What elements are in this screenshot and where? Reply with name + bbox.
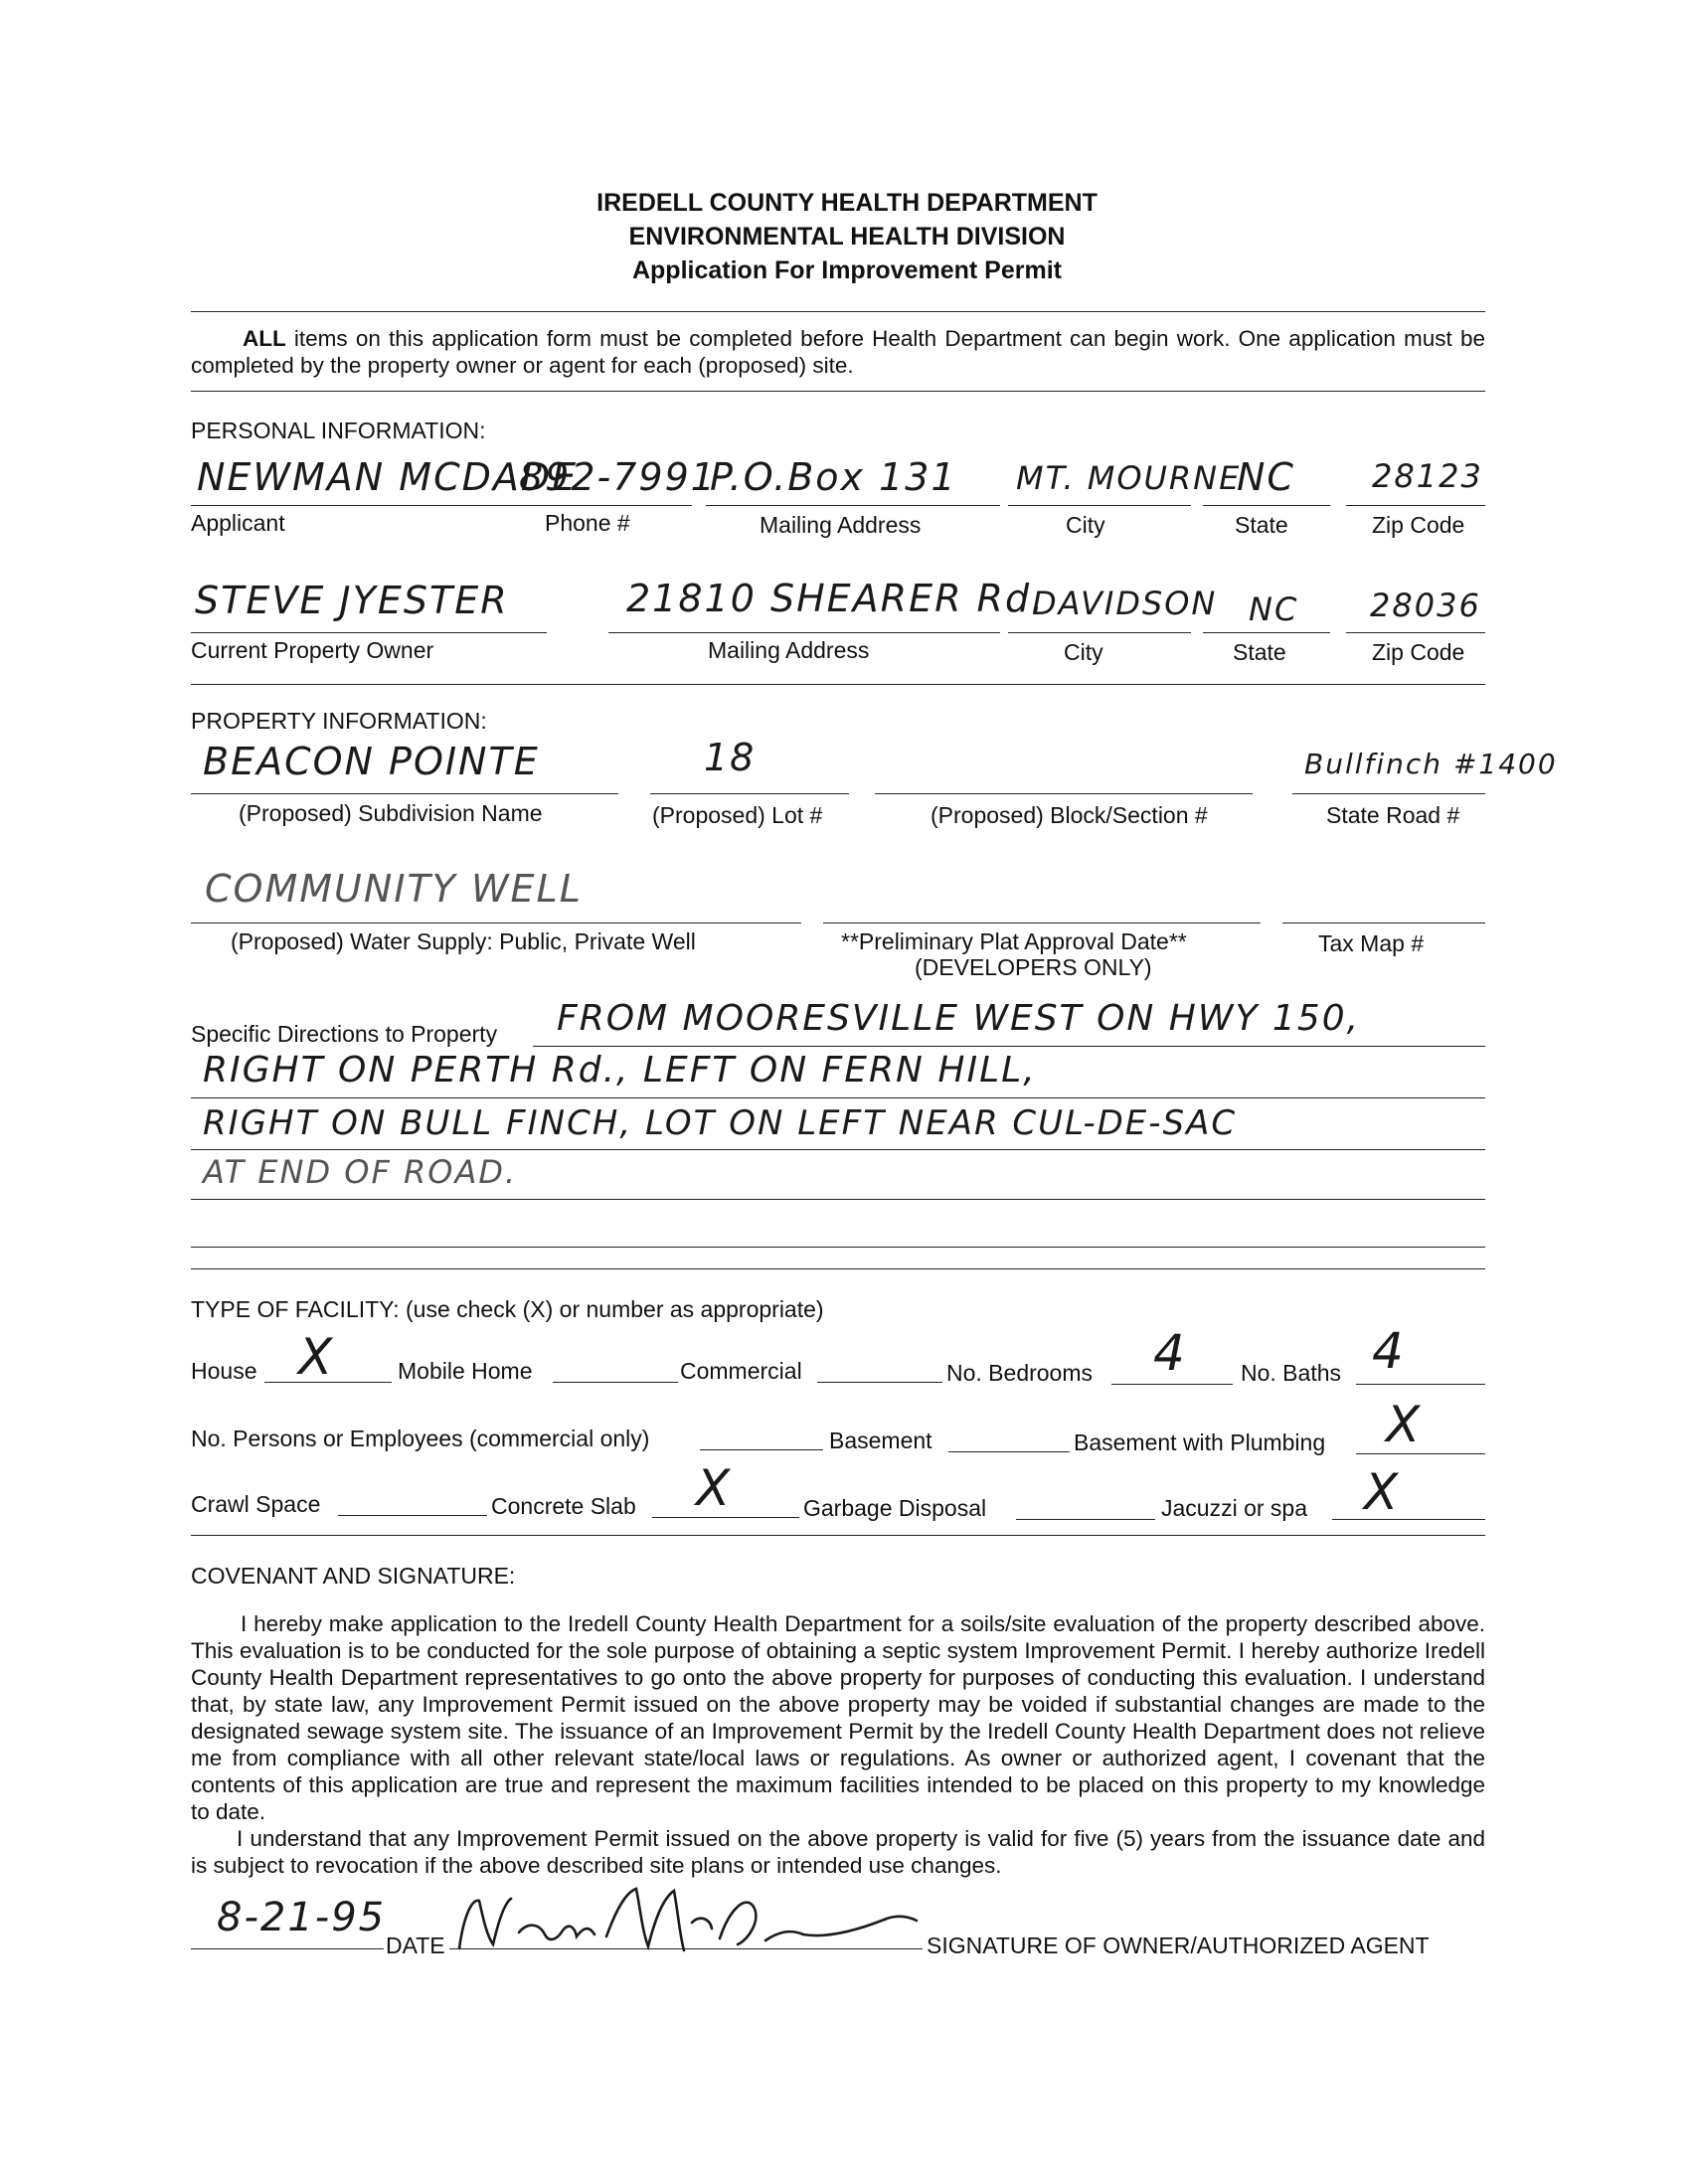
mailing-address-label: Mailing Address [760, 512, 922, 538]
date-label: DATE [386, 1932, 445, 1958]
signature-label: SIGNATURE OF OWNER/AUTHORIZED AGENT [927, 1932, 1430, 1958]
owner-state-value: NC [1249, 590, 1299, 628]
divider [191, 684, 1485, 685]
phone-label: Phone # [545, 510, 630, 536]
basement-plumbing-label: Basement with Plumbing [1074, 1429, 1326, 1455]
applicant-address-value: P.O.Box 131 [710, 455, 957, 499]
divider [191, 391, 1485, 392]
basement-label: Basement [829, 1428, 932, 1453]
field-line [1346, 505, 1485, 506]
applicant-state-value: NC [1237, 455, 1295, 499]
owner-label: Current Property Owner [191, 637, 434, 663]
field-line [338, 1515, 487, 1516]
field-line [1008, 505, 1191, 506]
signature [449, 1879, 927, 1968]
field-line [553, 1382, 678, 1383]
field-line [1203, 505, 1330, 506]
directions-label: Specific Directions to Property [191, 1021, 498, 1047]
owner-state-label: State [1233, 639, 1286, 665]
state-road-value: Bullfinch #1400 [1304, 748, 1558, 780]
field-line [948, 1451, 1070, 1452]
water-supply-label: (Proposed) Water Supply: Public, Private Well [231, 928, 696, 954]
property-info-heading: PROPERTY INFORMATION: [191, 708, 487, 734]
field-line [1332, 1519, 1485, 1520]
directions-line-4: AT END OF ROAD. [203, 1153, 518, 1191]
intro-text: ALL items on this application form must be completed before Health Department can begin work. One application must be completed by the property owner or agent for each (proposed) site. [191, 326, 1485, 378]
field-line [823, 923, 1261, 924]
crawl-space-label: Crawl Space [191, 1491, 321, 1517]
owner-city-label: City [1064, 639, 1103, 665]
owner-address-value: 21810 SHEARER Rd. [626, 577, 1046, 620]
field-line [1203, 632, 1330, 633]
field-line [533, 1046, 1485, 1047]
applicant-name-value: NEWMAN MCDADE [197, 455, 579, 499]
city-label: City [1066, 512, 1105, 538]
concrete-slab-label: Concrete Slab [491, 1493, 636, 1519]
mobile-home-label: Mobile Home [398, 1358, 533, 1384]
date-value: 8-21-95 [217, 1895, 387, 1940]
state-label: State [1235, 512, 1288, 538]
house-check: X [298, 1328, 333, 1386]
persons-label: No. Persons or Employees (commercial only) [191, 1426, 650, 1451]
divider [191, 311, 1485, 312]
field-line [817, 1382, 942, 1383]
basement-plumbing-check: X [1386, 1396, 1421, 1453]
bedrooms-label: No. Bedrooms [946, 1360, 1094, 1386]
field-line [191, 1247, 1485, 1248]
subdivision-value: BEACON POINTE [203, 740, 540, 783]
field-line [191, 505, 537, 506]
subdivision-label: (Proposed) Subdivision Name [239, 800, 543, 826]
baths-label: No. Baths [1241, 1360, 1341, 1386]
owner-city-value: DAVIDSON [1032, 585, 1218, 622]
lot-label: (Proposed) Lot # [652, 802, 823, 828]
field-line [1346, 632, 1485, 633]
field-line [1356, 1453, 1485, 1454]
bedrooms-value: 4 [1153, 1324, 1185, 1382]
covenant-heading: COVENANT AND SIGNATURE: [191, 1563, 516, 1589]
form-title-division: ENVIRONMENTAL HEALTH DIVISION [628, 223, 1066, 251]
field-line [515, 505, 692, 506]
field-line [650, 793, 849, 794]
field-line [191, 1149, 1485, 1150]
divider [191, 1268, 1485, 1269]
field-line [191, 793, 618, 794]
tax-map-label: Tax Map # [1318, 930, 1425, 956]
field-line [875, 793, 1253, 794]
state-road-label: State Road # [1326, 802, 1460, 828]
jacuzzi-check: X [1364, 1463, 1399, 1521]
zip-label: Zip Code [1372, 512, 1465, 538]
lot-value: 18 [704, 736, 757, 779]
garbage-disposal-label: Garbage Disposal [803, 1495, 987, 1521]
form-title: Application For Improvement Permit [631, 256, 1062, 284]
house-label: House [191, 1358, 257, 1384]
plat-approval-label: **Preliminary Plat Approval Date** [841, 928, 1187, 954]
covenant-paragraph-1: I hereby make application to the Iredell County Health Department for a soils/site evaluation of the property described above. This evaluation is to be conducted for the sole purpose of obtaining a septic system Improvement Permit. I hereby authorize Iredell County Health Department representatives to go onto the above property for purposes of conducting this evaluation. I understand that, by state law, any Improvement Permit issued on the above property may be voided if substantial changes are made to the designated sewage system site. The issuance of an Improvement Permit by the Iredell County Health Department does not relieve me from compliance with all other relevant state/local laws or regulations. As owner or authorized agent, I covenant that the contents of this application are true and represent the maximum facilities intended to be placed on this property to my knowledge to date. [191, 1611, 1485, 1824]
directions-line-2: RIGHT ON PERTH Rd., LEFT ON FERN HILL, [203, 1050, 1037, 1091]
field-line [1016, 1519, 1155, 1520]
field-line [1292, 793, 1485, 794]
field-line [191, 1097, 1485, 1098]
form-title-department: IREDELL COUNTY HEALTH DEPARTMENT [596, 189, 1098, 217]
concrete-slab-check: X [696, 1459, 731, 1517]
water-supply-value: COMMUNITY WELL [205, 867, 583, 911]
applicant-zip-value: 28123 [1372, 457, 1483, 495]
block-label: (Proposed) Block/Section # [931, 802, 1208, 828]
facility-heading: TYPE OF FACILITY: (use check (X) or number as appropriate) [191, 1296, 824, 1322]
field-line [652, 1517, 799, 1518]
field-line [191, 923, 801, 924]
applicant-phone-value: 892-7991 [519, 455, 717, 499]
personal-info-heading: PERSONAL INFORMATION: [191, 418, 486, 443]
field-line [706, 505, 1000, 506]
field-line [191, 1199, 1485, 1200]
covenant-paragraph-2: I understand that any Improvement Permit issued on the above property is valid for five (5) years from the issuance date and is subject to revocation if the above described site plans or intended use changes. [191, 1826, 1485, 1878]
field-line [191, 1948, 384, 1949]
field-line [191, 632, 547, 633]
directions-line-3: RIGHT ON BULL FINCH, LOT ON LEFT NEAR CUL-DE-SAC [203, 1103, 1238, 1143]
field-line [700, 1449, 823, 1450]
applicant-city-value: MT. MOURNE [1016, 459, 1242, 497]
field-line [1111, 1384, 1233, 1385]
field-line [1282, 923, 1485, 924]
owner-name-value: STEVE JYESTER [195, 579, 509, 622]
jacuzzi-label: Jacuzzi or spa [1161, 1495, 1308, 1521]
owner-zip-label: Zip Code [1372, 639, 1465, 665]
field-line [608, 632, 1000, 633]
developers-only-label: (DEVELOPERS ONLY) [915, 954, 1152, 980]
applicant-label: Applicant [191, 510, 285, 536]
field-line [1008, 632, 1191, 633]
baths-value: 4 [1372, 1322, 1404, 1380]
divider [191, 1535, 1485, 1536]
owner-mailing-label: Mailing Address [708, 637, 870, 663]
owner-zip-value: 28036 [1370, 587, 1481, 624]
directions-line-1: FROM MOORESVILLE WEST ON HWY 150, [557, 998, 1361, 1039]
commercial-label: Commercial [680, 1358, 802, 1384]
field-line [1356, 1384, 1485, 1385]
